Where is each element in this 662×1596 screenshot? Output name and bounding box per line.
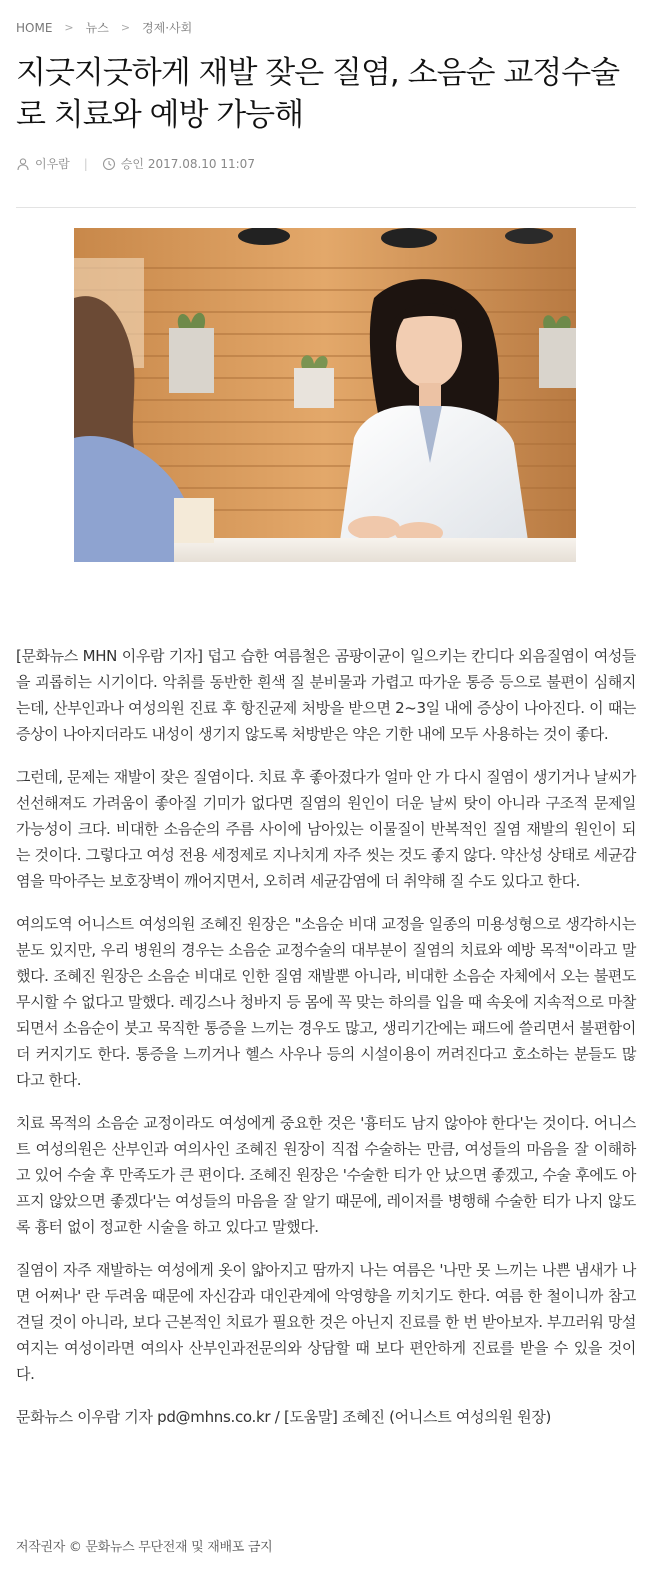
article-paragraph: 그런데, 문제는 재발이 잦은 질염이다. 치료 후 좋아졌다가 얼마 안 가 다시 질염이 생기거나 날씨가 선선해져도 가려움이 좋아질 기미가 없다면 질염의 원인이 더운 날씨 탓이 아니라 구조적 문제일 가능성이 크다. 비대한 소음순의 주름 사이에 남아있는 이물질이 반복적인 질염 재발의 원인이 되는 것이다. 그렇다고 여성 전용 세정제로 지나치게 자주 씻는 것도 좋지 않다. 약산성 상태로 세균감염을 막아주는 보호장벽이 깨어지면서, 오히려 세균감염에 더 취약해 질 수도 있다고 한다. [16,768,636,890]
article-paragraph: 치료 목적의 소음순 교정이라도 여성에게 중요한 것은 '흉터도 남지 않아야 한다'는 것이다. 어니스트 여성의원은 산부인과 여의사인 조혜진 원장이 직접 수술하는 만큼, 여성들의 마음을 잘 이해하고 있어 수술 후 만족도가 큰 편이다. 조혜진 원장은 '수술한 티가 안 났으면 좋겠고, 수술 후에도 아프지 않았으면 좋겠다'는 여성들의 마음을 잘 알기 때문에, 레이저를 병행해 수술한 티가 나지 않도록 흉터 없이 정교한 시술을 하고 있다고 말했다. [16,1114,636,1236]
article-paragraph: 질염이 자주 재발하는 여성에게 옷이 얇아지고 땀까지 나는 여름은 '나만 못 느끼는 나쁜 냄새가 나면 어쩌나' 란 두려움 때문에 자신감과 대인관계에 악영향을 끼치기도 한다. 여름 한 철이니까 참고 견딜 것이 아니라, 보다 근본적인 치료가 필요한 것은 아닌지 진료를 한 번 받아보자. 부끄러워 망설여지는 여성이라면 여의사 산부인과전문의와 상담할 때 보다 편안하게 진료를 받을 수 있을 것이다. [16,1261,636,1383]
chevron-right-icon: > [64,21,74,34]
approved-date: 2017.08.10 11:07 [147,156,255,171]
breadcrumb-home[interactable]: HOME [16,20,53,35]
article-byline: 문화뉴스 이우람 기자 pd@mhns.co.kr / [도움말] 조혜진 (어니스트 여성의원 원장) [16,1408,552,1426]
breadcrumb [16,19,192,36]
article-body [16,643,636,1430]
article-photo-illustration [74,228,576,562]
clock-icon [102,157,116,171]
breadcrumb-section[interactable]: 뉴스 [85,21,109,35]
author-name[interactable]: 이우람 [35,157,70,171]
approved-label: 승인 [120,157,145,171]
user-icon [16,157,30,171]
article-paragraph: [문화뉴스 MHN 이우람 기자] 덥고 습한 여름철은 곰팡이균이 일으키는 칸디다 외음질염이 여성들을 괴롭히는 시기이다. 악취를 동반한 흰색 질 분비물과 가렵고 따가운 통증 등으로 불편이 심해지는데, 산부인과나 여성의원 진료 후 항진균제 처방을 받으면 2~3일 내에 증상이 나아진다. 이 때는 증상이 나아지더라도 내성이 생기지 않도록 처방받은 약은 기한 내에 모두 사용하는 것이 좋다. [16,647,636,743]
article-paragraph: 여의도역 어니스트 여성의원 조혜진 원장은 "소음순 비대 교정을 일종의 미용성형으로 생각하시는 분도 있지만, 우리 병원의 경우는 소음순 교정수술의 대부분이 질염의 치료와 예방 목적"이라고 말했다. 조혜진 원장은 소음순 비대로 인한 질염 재발뿐 아니라, 비대한 소음순 자체에서 오는 불편도 무시할 수 없다고 말했다. 레깅스나 청바지 등 몸에 꼭 맞는 하의를 입을 때 속옷에 지속적으로 마찰되면서 소음순이 붓고 묵직한 통증을 느끼는 경우도 많고, 생리기간에는 패드에 쓸리면서 불편함이 더 커지기도 한다. 통증을 느끼거나 헬스 사우나 등의 시설이용이 꺼려진다고 호소하는 분들도 많다고 한다. [16,915,636,1089]
chevron-right-icon: > [120,21,131,34]
copyright-notice: 저작권자 © 문화뉴스 무단전재 및 재배포 금지 [16,1540,273,1555]
article-photo [74,228,576,562]
meta-divider: | [83,156,88,171]
article-meta [16,155,255,172]
breadcrumb-subsection[interactable]: 경제·사회 [142,21,193,35]
divider [16,207,636,208]
article-title: 지긋지긋하게 재발 잦은 질염, 소음순 교정수술로 치료와 예방 가능해 [16,55,620,133]
